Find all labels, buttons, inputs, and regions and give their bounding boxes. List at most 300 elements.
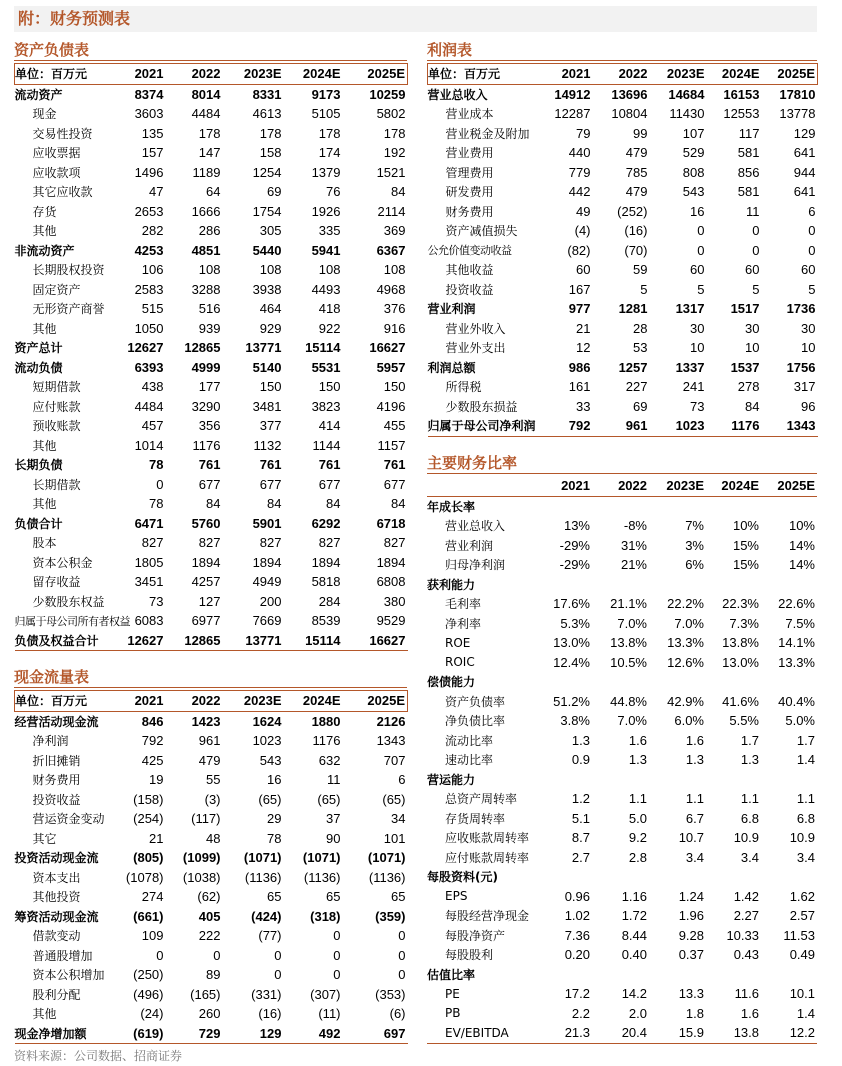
table-row: [427, 809, 817, 829]
cell-value: 14%: [788, 557, 815, 573]
cell-value: 11: [746, 203, 760, 219]
cell-value: 4493: [311, 281, 341, 297]
cell-value: 17810: [779, 86, 816, 102]
row-label: 流动比率: [445, 733, 494, 748]
cell-value: 69: [633, 398, 648, 414]
cell-value: 16153: [723, 86, 760, 102]
cell-value: 442: [568, 184, 591, 200]
cell-value: 0: [398, 967, 406, 983]
row-label: 固定资产: [32, 282, 81, 297]
table-row: [15, 809, 408, 829]
cell-value: 2114: [377, 203, 406, 219]
cell-value: 19: [149, 772, 164, 788]
cell-value: 0: [808, 242, 816, 258]
row-label: PE: [445, 986, 460, 1001]
year-header: 2022: [166, 691, 223, 712]
table-row: [428, 299, 818, 319]
table-row: [427, 692, 817, 712]
cell-value: 305: [259, 223, 282, 239]
cell-value: 0: [156, 947, 164, 963]
cell-value: 17.2: [564, 986, 590, 1002]
cell-value: 274: [141, 889, 164, 905]
cell-value: (252): [617, 203, 648, 219]
cell-value: 8.44: [621, 927, 647, 943]
cell-value: 5901: [252, 515, 282, 531]
cell-value: 13771: [223, 631, 284, 651]
cell-value: 8014: [191, 86, 221, 102]
row-label: 营业成本: [445, 107, 494, 122]
row-label: 管理费用: [445, 165, 494, 180]
cell-value: 1.2: [571, 791, 590, 807]
cell-value: 729: [166, 1024, 223, 1044]
cell-value: 515: [141, 301, 164, 317]
cell-value: 5760: [191, 515, 221, 531]
table-row: [15, 377, 408, 397]
cell-value: 516: [198, 301, 221, 317]
cell-value: 21.3: [541, 1023, 592, 1043]
table-row: [15, 299, 408, 319]
year-header: 2024E: [706, 476, 761, 496]
cell-value: (359): [375, 908, 406, 924]
cell-value: 1.02: [564, 908, 590, 924]
income-statement-table: [427, 63, 818, 437]
cell-value: 846: [141, 713, 164, 729]
cell-value: 5: [640, 281, 648, 297]
row-label: PB: [445, 1006, 461, 1021]
cell-value: 13696: [611, 86, 648, 102]
cell-value: (318): [310, 908, 341, 924]
cell-value: 1880: [311, 713, 341, 729]
table-row: [427, 906, 817, 926]
cell-value: 4968: [376, 281, 406, 297]
row-label: 短期借款: [32, 380, 81, 395]
cell-value: 6393: [134, 359, 164, 375]
cell-value: 4613: [252, 106, 282, 122]
cell-value: 260: [198, 1006, 221, 1022]
cell-value: 1521: [376, 164, 406, 180]
cell-value: (1071): [243, 850, 282, 866]
table-row: [15, 631, 408, 651]
row-label: 折旧摊销: [32, 753, 81, 768]
table-header-row: [15, 691, 408, 712]
table-row: [15, 163, 408, 183]
cell-value: (65): [382, 791, 406, 807]
cell-value: 13.3: [678, 986, 704, 1002]
table-row: [427, 555, 817, 575]
cell-value: 761: [383, 457, 406, 473]
cell-value: 107: [682, 125, 705, 141]
income-statement-title: 利润表: [427, 40, 817, 61]
year-header: 2024E: [284, 64, 343, 85]
row-label: 每股净资产: [445, 928, 506, 943]
cell-value: 1894: [252, 554, 282, 570]
row-label: 资产负债率: [445, 694, 506, 709]
row-label: 长期借款: [32, 477, 81, 492]
row-label: 存货: [32, 204, 57, 219]
cell-value: 6083: [134, 613, 164, 629]
table-row: [15, 848, 408, 868]
cell-value: 21: [576, 320, 591, 336]
year-header: 2022: [592, 476, 649, 496]
cell-value: 161: [568, 379, 591, 395]
cell-value: 0.43: [733, 947, 759, 963]
cell-value: 6%: [685, 557, 704, 573]
table-row: [15, 124, 408, 144]
year-header: 2022: [166, 64, 223, 85]
cell-value: 64: [206, 184, 221, 200]
cell-value: 1.8: [685, 1005, 704, 1021]
table-row: [15, 731, 408, 751]
table-row: [15, 868, 408, 888]
cell-value: 2583: [134, 281, 164, 297]
row-label: 所得税: [445, 380, 482, 395]
table-row: [427, 633, 817, 653]
cell-value: 101: [383, 830, 406, 846]
cell-value: -29%: [559, 557, 590, 573]
row-label: 应收账款周转率: [445, 831, 530, 846]
cell-value: (424): [251, 908, 282, 924]
cell-value: 12865: [184, 340, 221, 356]
cell-value: 1337: [675, 359, 705, 375]
cell-value: 60: [745, 262, 760, 278]
cell-value: 1.24: [678, 888, 704, 904]
cell-value: 1.1: [685, 791, 704, 807]
cell-value: 108: [198, 262, 221, 278]
cell-value: 12865: [166, 631, 223, 651]
row-label: ROE: [445, 635, 471, 650]
table-row: [15, 260, 408, 280]
cell-value: 13.8%: [610, 635, 647, 651]
table-row: [15, 592, 408, 612]
cell-value: 12627: [127, 340, 164, 356]
cell-value: 0.20: [564, 947, 590, 963]
cell-value: 1666: [191, 203, 221, 219]
cell-value: 5818: [311, 574, 341, 590]
cell-value: 1.16: [621, 888, 647, 904]
row-label: 负债合计: [14, 516, 63, 531]
cell-value: 1537: [730, 359, 760, 375]
cell-value: 977: [568, 301, 591, 317]
cell-value: 14912: [554, 86, 591, 102]
ratios-section: [427, 453, 817, 1044]
cell-value: 60: [690, 262, 705, 278]
year-header: 2025E: [343, 64, 408, 85]
row-label: 归属于母公司净利润: [428, 416, 542, 436]
cell-value: 1.3: [685, 752, 704, 768]
cell-value: 60: [576, 262, 591, 278]
cell-value: 1.4: [796, 1005, 815, 1021]
table-row: [15, 104, 408, 124]
cell-value: 632: [318, 752, 341, 768]
row-label: ROIC: [445, 655, 475, 670]
cell-value: 7.0%: [674, 615, 704, 631]
cell-value: 73: [149, 593, 164, 609]
cell-value: 1281: [618, 301, 648, 317]
cell-value: 1.6: [685, 732, 704, 748]
row-label: 其他: [32, 224, 57, 239]
row-label: 净负债比率: [445, 714, 506, 729]
cell-value: 1.7: [796, 732, 815, 748]
cell-value: 779: [568, 164, 591, 180]
cell-value: 7669: [252, 613, 282, 629]
cell-value: 15114: [284, 631, 343, 651]
cell-value: 440: [568, 145, 591, 161]
table-row: [15, 182, 408, 202]
cell-value: 89: [206, 967, 221, 983]
row-label: 其他: [32, 438, 57, 453]
cell-value: 922: [318, 320, 341, 336]
row-label: 其他: [32, 321, 57, 336]
cell-value: (158): [133, 791, 164, 807]
group-header-row: [427, 575, 817, 595]
cell-value: 65: [326, 889, 341, 905]
cell-value: 1.6: [740, 1005, 759, 1021]
year-header: 2024E: [707, 64, 762, 85]
cell-value: 30: [690, 320, 705, 336]
table-row: [427, 887, 817, 907]
cell-value: 10%: [788, 518, 815, 534]
cell-value: (62): [197, 889, 221, 905]
cell-value: 96: [801, 398, 816, 414]
cell-value: 5.0%: [785, 713, 815, 729]
table-row: [15, 416, 408, 436]
cell-value: 317: [793, 379, 816, 395]
unit-label: 单位：百万元: [15, 691, 115, 712]
cell-value: 827: [383, 535, 406, 551]
cell-value: 1343: [376, 733, 406, 749]
cell-value: 7.3%: [729, 615, 759, 631]
cell-value: 6: [808, 203, 816, 219]
cell-value: 5: [752, 281, 760, 297]
cell-value: 84: [745, 398, 760, 414]
row-label: 净利率: [445, 616, 482, 631]
cell-value: 7.0%: [617, 615, 647, 631]
unit-label: 单位：百万元: [15, 64, 115, 85]
cell-value: 99: [633, 125, 648, 141]
table-header-row: [15, 64, 408, 85]
cell-value: 192: [383, 145, 406, 161]
cell-value: 16627: [369, 340, 406, 356]
table-row: [15, 751, 408, 771]
cell-value: 6367: [376, 242, 406, 258]
cell-value: 0: [333, 967, 341, 983]
unit-label: [427, 476, 541, 496]
cell-value: 8331: [252, 86, 282, 102]
row-label: 流动负债: [14, 360, 63, 375]
cell-value: 543: [259, 752, 282, 768]
cell-value: 697: [343, 1024, 408, 1044]
cell-value: 1050: [134, 320, 164, 336]
cell-value: 3290: [191, 398, 221, 414]
row-label: 营运资金变动: [32, 812, 105, 827]
cell-value: 1.1: [628, 791, 647, 807]
row-label: 公允价值变动收益: [427, 244, 512, 258]
cell-value: 200: [259, 593, 282, 609]
cell-value: 17.6%: [553, 596, 590, 612]
table-row: [15, 1004, 408, 1024]
row-label: 总资产周转率: [445, 792, 518, 807]
cell-value: 0: [808, 223, 816, 239]
table-row: [428, 338, 818, 358]
year-header: 2022: [593, 64, 650, 85]
cell-value: 4484: [191, 106, 221, 122]
cell-value: 377: [259, 418, 282, 434]
cell-value: 15114: [305, 340, 341, 356]
cell-value: 1.62: [789, 888, 815, 904]
cell-value: 13.0%: [722, 654, 759, 670]
year-header: 2023E: [223, 691, 284, 712]
table-row: [15, 572, 408, 592]
table-header-row: [428, 64, 818, 85]
year-header: 2025E: [761, 476, 817, 496]
cell-value: 827: [318, 535, 341, 551]
cell-value: 2653: [134, 203, 164, 219]
cell-value: 174: [318, 145, 341, 161]
cell-value: 84: [326, 496, 341, 512]
row-label: 财务费用: [32, 773, 81, 788]
year-header: 2024E: [284, 691, 343, 712]
cell-value: 6.0%: [674, 713, 704, 729]
cell-value: 14%: [788, 537, 815, 553]
cell-value: 13771: [245, 340, 282, 356]
row-label: 负债及权益合计: [15, 631, 115, 651]
cell-value: 6: [398, 772, 406, 788]
cell-value: 21%: [620, 557, 647, 573]
cell-value: 0: [752, 223, 760, 239]
row-label: 资本公积增加: [32, 968, 105, 983]
table-row: [427, 789, 817, 809]
cell-value: 5: [697, 281, 705, 297]
row-label: 营业总收入: [445, 519, 506, 534]
cell-value: 157: [141, 145, 164, 161]
cell-value: 5440: [252, 242, 282, 258]
row-label: 年成长率: [427, 499, 476, 514]
cell-value: 10.9: [733, 830, 759, 846]
year-header: 2023E: [223, 64, 284, 85]
cell-value: 10%: [732, 518, 759, 534]
table-row: [427, 848, 817, 868]
table-row: [427, 828, 817, 848]
row-label: 少数股东权益: [32, 594, 105, 609]
cell-value: 16627: [343, 631, 408, 651]
row-label: 预收账款: [32, 419, 81, 434]
cell-value: 405: [198, 908, 221, 924]
cell-value: 11: [327, 772, 341, 788]
row-label: 交易性投资: [32, 126, 93, 141]
table-row: [15, 202, 408, 222]
page-title: 附：财务预测表: [14, 6, 817, 32]
cell-value: 414: [318, 418, 341, 434]
cell-value: 425: [141, 752, 164, 768]
year-header: 2023E: [650, 64, 707, 85]
cell-value: 1.1: [740, 791, 759, 807]
cell-value: 1254: [252, 164, 282, 180]
cell-value: 78: [267, 830, 282, 846]
cell-value: 6808: [376, 574, 406, 590]
group-header-row: [427, 770, 817, 790]
cell-value: 761: [198, 457, 221, 473]
cashflow-table: [14, 690, 408, 1044]
row-label: 留存收益: [32, 575, 81, 590]
row-label: 财务费用: [445, 204, 494, 219]
cell-value: 1.72: [621, 908, 647, 924]
group-header-row: [427, 496, 817, 516]
cell-value: 581: [737, 145, 760, 161]
table-row: [15, 397, 408, 417]
row-label: 营业总收入: [427, 87, 488, 102]
cell-value: 10.7: [678, 830, 704, 846]
cell-value: 3.4: [740, 849, 759, 865]
table-row: [15, 494, 408, 514]
cell-value: 1176: [312, 733, 341, 749]
cell-value: (82): [567, 242, 591, 258]
cell-value: 14.2: [621, 986, 647, 1002]
cell-value: 73: [690, 398, 705, 414]
row-label: 投资收益: [32, 792, 81, 807]
cell-value: 4484: [134, 398, 164, 414]
cell-value: 479: [198, 752, 221, 768]
cell-value: 1894: [376, 554, 406, 570]
cell-value: 1343: [762, 416, 818, 436]
table-row: [15, 711, 408, 731]
row-label: 利润总额: [427, 360, 476, 375]
cell-value: 9.28: [678, 927, 704, 943]
cell-value: 177: [198, 379, 221, 395]
cell-value: 129: [223, 1024, 284, 1044]
cell-value: 12627: [115, 631, 166, 651]
cell-value: 581: [737, 184, 760, 200]
cell-value: 808: [682, 164, 705, 180]
table-row: [15, 1024, 408, 1044]
table-row: [15, 475, 408, 495]
row-label: 现金: [32, 107, 57, 122]
table-row: [428, 241, 818, 261]
cell-value: 677: [318, 476, 341, 492]
cell-value: 6292: [311, 515, 341, 531]
cell-value: 5957: [376, 359, 406, 375]
row-label: 营运能力: [427, 772, 476, 787]
cell-value: 60: [801, 262, 816, 278]
row-label: 应付账款周转率: [445, 850, 530, 865]
cell-value: 1894: [191, 554, 221, 570]
cell-value: (165): [190, 986, 221, 1002]
cell-value: 0.37: [678, 947, 704, 963]
cell-value: 455: [383, 418, 406, 434]
cell-value: 178: [383, 125, 406, 141]
cell-value: 5.3%: [560, 615, 590, 631]
table-row: [15, 436, 408, 456]
cell-value: 65: [267, 889, 282, 905]
cell-value: 3451: [134, 574, 164, 590]
cell-value: 150: [318, 379, 341, 395]
cell-value: 84: [206, 496, 221, 512]
cell-value: 2.0: [628, 1005, 647, 1021]
cell-value: 282: [141, 223, 164, 239]
cell-value: 1894: [311, 554, 341, 570]
table-row: [427, 984, 817, 1004]
row-label: 速动比率: [445, 753, 494, 768]
cell-value: 3288: [191, 281, 221, 297]
table-row: [15, 553, 408, 573]
cell-value: 1.3: [571, 732, 590, 748]
cell-value: 0: [274, 967, 282, 983]
cell-value: (1099): [182, 850, 221, 866]
cell-value: 14.1%: [778, 635, 815, 651]
cell-value: 13.8: [706, 1023, 761, 1043]
year-header: 2023E: [649, 476, 706, 496]
cell-value: 129: [793, 125, 816, 141]
year-header: 2021: [541, 476, 592, 496]
